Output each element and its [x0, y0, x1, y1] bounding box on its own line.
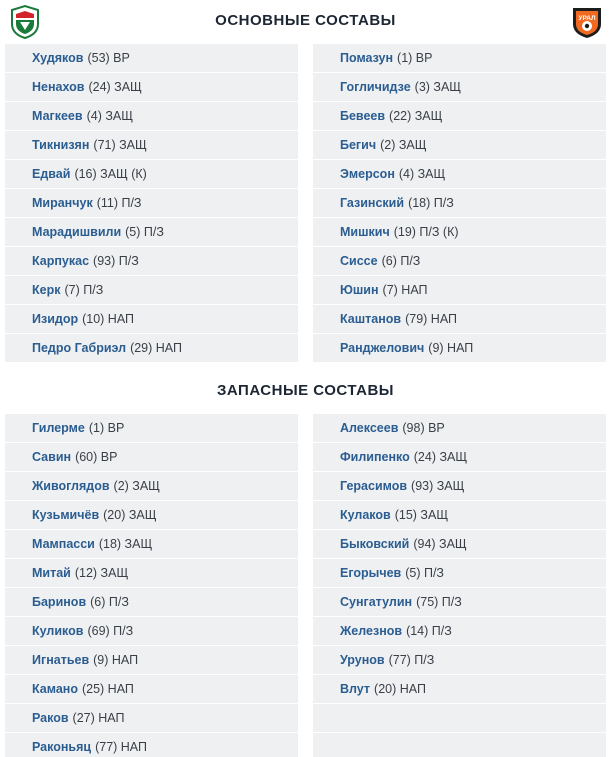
- player-row: [313, 530, 606, 559]
- player-row: [5, 733, 298, 757]
- player-row: [5, 588, 298, 617]
- player-name-link[interactable]: Баринов: [32, 595, 87, 609]
- player-number-position: (77) НАП: [95, 740, 147, 754]
- player-number-position: (18) ЗАЩ: [98, 537, 153, 551]
- player-name-link[interactable]: Гогличидзе: [340, 80, 411, 94]
- player-row: [313, 102, 606, 131]
- player-row: [313, 443, 606, 472]
- player-name-link[interactable]: Сиссе: [340, 254, 378, 268]
- player-number-position: (7) НАП: [382, 283, 428, 297]
- player-row: [313, 588, 606, 617]
- player-name-link[interactable]: Ненахов: [32, 80, 85, 94]
- player-number-position: (4) ЗАЩ: [398, 167, 446, 181]
- player-row: [313, 501, 606, 530]
- player-row: [313, 646, 606, 675]
- player-row: [313, 305, 606, 334]
- player-row: [5, 414, 298, 443]
- player-number-position: (53) ВР: [87, 51, 130, 65]
- home-starting-list: [5, 44, 298, 363]
- player-name-link[interactable]: Савин: [32, 450, 72, 464]
- player-name-link[interactable]: Бевеев: [340, 109, 386, 123]
- player-name-link[interactable]: Каштанов: [340, 312, 402, 326]
- player-number-position: (12) ЗАЩ: [74, 566, 129, 580]
- player-row: [313, 44, 606, 73]
- player-number-position: (6) П/З: [381, 254, 421, 268]
- player-row: [313, 472, 606, 501]
- player-number-position: (77) П/З: [388, 653, 435, 667]
- player-number-position: (19) П/З (К): [393, 225, 459, 239]
- ural-logo-text: УРАЛ: [578, 15, 596, 22]
- player-name-link[interactable]: Помазун: [340, 51, 394, 65]
- player-number-position: (5) П/З: [125, 225, 164, 239]
- player-name-link[interactable]: Мишкич: [340, 225, 390, 239]
- player-name-link[interactable]: Тикнизян: [32, 138, 90, 152]
- player-name-link[interactable]: Газинский: [340, 196, 405, 210]
- player-row: [5, 276, 298, 305]
- away-subs-list: [313, 414, 606, 757]
- player-number-position: (93) ЗАЩ: [411, 479, 465, 493]
- player-name-link[interactable]: Миранчук: [32, 196, 93, 210]
- player-name-link[interactable]: Сунгатулин: [340, 595, 413, 609]
- player-number-position: (29) НАП: [130, 341, 182, 355]
- player-name-link[interactable]: Мампасси: [32, 537, 95, 551]
- player-name-link[interactable]: Эмерсон: [340, 167, 395, 181]
- player-row: [5, 472, 298, 501]
- player-row: [313, 559, 606, 588]
- player-row: [313, 160, 606, 189]
- player-number-position: (20) НАП: [374, 682, 426, 696]
- player-number-position: (11) П/З: [96, 196, 142, 210]
- player-number-position: (20) ЗАЩ: [103, 508, 157, 522]
- player-row: [313, 276, 606, 305]
- player-name-link[interactable]: Худяков: [32, 51, 84, 65]
- player-name-link[interactable]: Егорычев: [340, 566, 402, 580]
- player-row: [5, 247, 298, 276]
- player-row: [5, 131, 298, 160]
- player-row: [5, 305, 298, 334]
- player-row: [5, 73, 298, 102]
- player-row: [5, 160, 298, 189]
- player-name-link[interactable]: Влут: [340, 682, 371, 696]
- player-name-link[interactable]: Митай: [32, 566, 71, 580]
- player-number-position: (5) П/З: [405, 566, 444, 580]
- player-name-link[interactable]: Железнов: [340, 624, 403, 638]
- player-number-position: (1) ВР: [88, 421, 125, 435]
- player-number-position: (15) ЗАЩ: [394, 508, 449, 522]
- player-name-link[interactable]: Куликов: [32, 624, 84, 638]
- player-row: [313, 189, 606, 218]
- player-name-link[interactable]: Игнатьев: [32, 653, 90, 667]
- player-row: [5, 501, 298, 530]
- player-number-position: (16) ЗАЩ (К): [74, 167, 147, 181]
- player-name-link[interactable]: Гилерме: [32, 421, 85, 435]
- player-number-position: (3) ЗАЩ: [414, 80, 462, 94]
- player-row: [5, 102, 298, 131]
- player-name-link[interactable]: Урунов: [340, 653, 385, 667]
- player-row: [5, 218, 298, 247]
- player-name-link[interactable]: Марадишвили: [32, 225, 122, 239]
- player-name-link[interactable]: Алексеев: [340, 421, 399, 435]
- player-number-position: (9) НАП: [428, 341, 474, 355]
- player-name-link[interactable]: Педро Габриэл: [32, 341, 127, 355]
- player-name-link[interactable]: Кузьмичёв: [32, 508, 100, 522]
- player-number-position: (71) ЗАЩ: [93, 138, 147, 152]
- player-number-position: (27) НАП: [72, 711, 125, 725]
- player-name-link[interactable]: Быковский: [340, 537, 410, 551]
- home-subs-list: [5, 414, 298, 757]
- player-number-position: (24) ЗАЩ: [413, 450, 468, 464]
- player-row: [313, 334, 606, 363]
- player-row: [5, 44, 298, 73]
- player-number-position: (98) ВР: [402, 421, 445, 435]
- player-name-link[interactable]: Ранджелович: [340, 341, 425, 355]
- player-row: [5, 530, 298, 559]
- player-row: [313, 218, 606, 247]
- player-number-position: (6) П/З: [90, 595, 129, 609]
- player-row: [313, 675, 606, 704]
- player-row: [313, 131, 606, 160]
- player-name-link[interactable]: Керк: [32, 283, 61, 297]
- player-name-link[interactable]: Юшин: [340, 283, 379, 297]
- player-row: [313, 617, 606, 646]
- player-number-position: (93) П/З: [93, 254, 139, 268]
- substitutes-title: ЗАПАСНЫЕ СОСТАВЫ: [217, 382, 394, 399]
- player-number-position: (4) ЗАЩ: [86, 109, 133, 123]
- player-row: [5, 443, 298, 472]
- player-name-link[interactable]: Магкеев: [32, 109, 83, 123]
- empty-row: [313, 704, 606, 733]
- player-row: [5, 704, 298, 733]
- player-number-position: (94) ЗАЩ: [413, 537, 467, 551]
- player-name-link[interactable]: Камано: [32, 682, 78, 696]
- player-name-link[interactable]: Карпукас: [32, 254, 90, 268]
- player-name-link[interactable]: Раков: [32, 711, 69, 725]
- player-number-position: (22) ЗАЩ: [389, 109, 443, 123]
- player-name-link[interactable]: Филипенко: [340, 450, 410, 464]
- player-number-position: (2) ЗАЩ: [113, 479, 160, 493]
- player-name-link[interactable]: Едвай: [32, 167, 71, 181]
- player-number-position: (24) ЗАЩ: [88, 80, 142, 94]
- player-number-position: (75) П/З: [416, 595, 462, 609]
- player-number-position: (1) ВР: [397, 51, 433, 65]
- empty-row: [313, 733, 606, 757]
- player-number-position: (14) П/З: [406, 624, 452, 638]
- player-row: [313, 414, 606, 443]
- away-starting-list: [313, 44, 606, 363]
- player-number-position: (69) П/З: [87, 624, 134, 638]
- player-number-position: (25) НАП: [81, 682, 134, 696]
- player-row: [313, 247, 606, 276]
- player-row: [5, 334, 298, 363]
- player-row: [5, 675, 298, 704]
- player-name-link[interactable]: Бегич: [340, 138, 377, 152]
- player-row: [313, 73, 606, 102]
- player-row: [5, 189, 298, 218]
- player-number-position: (2) ЗАЩ: [380, 138, 427, 152]
- player-name-link[interactable]: Кулаков: [340, 508, 391, 522]
- player-row: [5, 646, 298, 675]
- player-name-link[interactable]: Раконьяц: [32, 740, 92, 754]
- player-number-position: (60) ВР: [75, 450, 118, 464]
- player-name-link[interactable]: Изидор: [32, 312, 79, 326]
- player-number-position: (9) НАП: [93, 653, 139, 667]
- player-number-position: (10) НАП: [82, 312, 135, 326]
- player-number-position: (7) П/З: [64, 283, 104, 297]
- player-name-link[interactable]: Герасимов: [340, 479, 408, 493]
- player-number-position: (79) НАП: [405, 312, 458, 326]
- player-number-position: (18) П/З: [408, 196, 454, 210]
- player-row: [5, 617, 298, 646]
- starting-lineups-title: ОСНОВНЫЕ СОСТАВЫ: [215, 12, 396, 29]
- player-name-link[interactable]: Живоглядов: [32, 479, 110, 493]
- player-row: [5, 559, 298, 588]
